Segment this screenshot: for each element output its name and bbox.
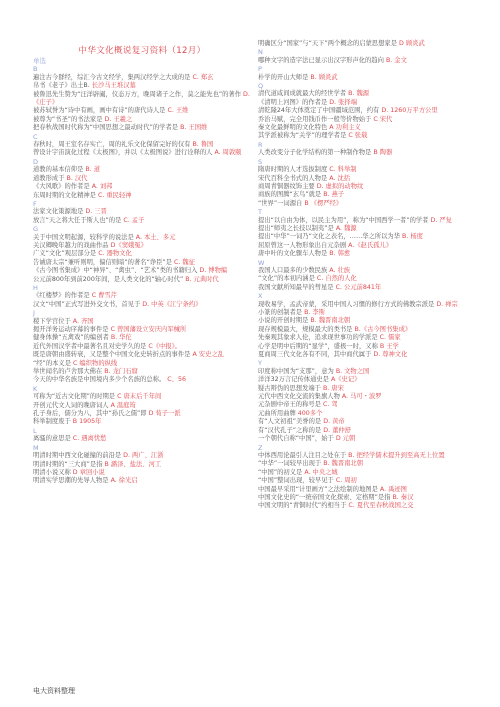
- answer-text: B. 鲁国: [192, 141, 214, 149]
- answer-text: D. 博物编: [199, 267, 228, 275]
- answer-text: D. 禅宗: [436, 300, 458, 308]
- question-text: 疑古辩伪的思想发端于: [258, 384, 321, 392]
- answer-text: C. 郑玄: [192, 73, 214, 81]
- answer-text: B. 李斯: [304, 309, 326, 316]
- answer-text: B. 汉代: [66, 174, 88, 182]
- question-line: [33, 149, 251, 157]
- question-line: [258, 166, 476, 174]
- answer-text: D 顾炎武: [399, 40, 425, 47]
- question-text: 元代中西文化交流的集旗人物: [258, 393, 340, 401]
- question-line: [33, 360, 251, 368]
- question-text: 法家文化策源地是: [33, 208, 84, 216]
- question-text: 我国人口最多的少数民族: [258, 266, 328, 274]
- answer-text: B. 把经学儒术提升到至高无上位置: [348, 451, 445, 459]
- question-text: 稷下学宫位于: [33, 317, 71, 325]
- question-text: 揭开洋务运动序幕的事件是: [33, 326, 109, 333]
- question-line: [33, 376, 251, 384]
- question-line: [33, 82, 251, 90]
- answer-text: B. 华佗: [110, 334, 132, 342]
- question-text: 公元前800年到前200年间，是人类文化的“轴心时代”: [33, 275, 184, 283]
- answer-text: C 宋代: [373, 115, 393, 123]
- question-text: 乔治马赋，完全用钱币作一般等价物始于: [258, 115, 372, 123]
- answer-text: C. 科举制: [329, 166, 357, 174]
- question-line: [258, 191, 476, 199]
- question-text: 小篆的创制者是: [258, 309, 303, 316]
- question-line: [258, 74, 476, 82]
- question-text: 人类改变分子化学结构的第一种制作物是: [258, 149, 372, 157]
- question-line: [33, 250, 251, 258]
- answer-text: 长沙马王堆汉墓: [91, 82, 136, 90]
- answer-text: B. 龙门石窟: [104, 368, 138, 376]
- question-text: 开创元代文人词的晚唐词人: [33, 401, 109, 409]
- answer-text: B 王学: [379, 342, 399, 350]
- question-line: [258, 99, 476, 107]
- question-text: “中华”一词较早出现于: [258, 460, 322, 468]
- question-line: [258, 502, 476, 510]
- answer-text: B. 杨度: [402, 233, 423, 241]
- answer-text: C. 重民轻神: [97, 191, 132, 199]
- page-title: 中华文化概说复习资料（12月）: [78, 46, 206, 56]
- question-line: [258, 250, 476, 258]
- answer-text: B. 燕子: [323, 191, 345, 199]
- alpha-index-letter: C: [33, 132, 38, 141]
- alpha-index-letter: Z: [258, 443, 263, 452]
- question-line: [258, 486, 476, 494]
- answer-text: B. 魏晋南北朝: [310, 317, 351, 325]
- question-text: 既是唐朝由盛转衰，又是整个中国文化史转折点的事件是: [33, 351, 191, 359]
- question-text: 健身体操“五禽戏”的编创者: [33, 334, 109, 342]
- alpha-index-letter: L: [33, 426, 37, 435]
- question-line: [258, 385, 476, 393]
- question-text: 中体西用论最引人注目之处在于: [258, 451, 347, 459]
- alpha-index-letter: Y: [258, 359, 262, 368]
- answer-text: 400多个: [297, 409, 323, 417]
- question-text: 明清时期中西文化碰撞的前沿是: [33, 452, 122, 460]
- answer-text: D. 中英《江宁条约》: [142, 300, 202, 308]
- question-line: [258, 90, 476, 98]
- answer-text: B. 王国维: [180, 124, 208, 132]
- question-line: [258, 149, 476, 157]
- question-text: 现收易学，孟武帝蒙，采用中国人习惯的修行方式的佛教宗派是: [258, 300, 435, 308]
- question-text: 明清小说又称: [33, 468, 71, 476]
- question-text: 曾设计宇宙演化过程《太极图》，并以《太极图说》进行诠释的人: [33, 149, 213, 157]
- answer-text: D. 王羲之: [104, 115, 133, 123]
- answer-text: C. 遇离忧愁: [72, 435, 107, 443]
- answer-text: B. 元典时代: [185, 275, 219, 283]
- question-line: [33, 477, 251, 485]
- question-text: 提出“师夷之长技以制夷”是: [258, 224, 334, 232]
- answer-text: B. 顾炎武: [310, 73, 338, 81]
- question-text: “经”的本义是: [33, 359, 72, 367]
- answer-text: C《中报》。: [148, 342, 182, 350]
- question-line: [258, 233, 476, 241]
- question-text: 被尊为“书圣”的书法家是: [33, 115, 103, 123]
- answer-text: B. 魏晋南北朝: [323, 460, 364, 468]
- answer-text: A《史记》: [331, 376, 361, 384]
- question-text: 隋唐时期的人才选拔制度: [258, 166, 328, 174]
- question-line: [33, 267, 251, 275]
- alpha-index-letter: H: [33, 283, 38, 292]
- answer-text: D.《庄子》: [33, 90, 250, 107]
- question-text: 广义“文化”观层部分是: [33, 250, 97, 258]
- question-text: “文化”的本初内涵是: [258, 275, 315, 283]
- question-text: 汉文“中国”正式写进外交文书，首见于: [33, 300, 141, 308]
- question-text: 中国最早采用“计里画方”之法绘制的地图是: [258, 485, 378, 493]
- answer-text: A. 禹迹图: [379, 485, 407, 493]
- question-text: 道教的基本信仰是: [33, 166, 84, 174]
- question-line: [33, 74, 251, 82]
- question-text: 明确区分“国家”与“天下”两个概念的启蒙思想家是: [258, 40, 397, 47]
- question-text: 中国文明的“青铜时代”约相当于: [258, 502, 347, 510]
- question-text: 唐中叶的文化骤车人物是: [258, 250, 328, 258]
- question-line: [258, 217, 476, 225]
- question-text: 中国文化史的“一统帝国文化探索、定格期”是指: [258, 493, 391, 501]
- question-text: 帛书《老子》出土B.: [33, 82, 90, 90]
- question-line: [258, 401, 476, 409]
- question-line: [33, 183, 251, 191]
- alpha-index-letter: M: [33, 443, 39, 452]
- alpha-index-letter: Q: [258, 82, 264, 91]
- question-line: [33, 318, 251, 326]
- answer-text: B 陶器: [373, 149, 393, 157]
- question-text: 商族的图腾“玄鸟”就是: [258, 191, 322, 199]
- answer-text: B.《古今图书集成》: [354, 325, 412, 333]
- question-line: [33, 192, 251, 200]
- answer-text: B. 金文: [385, 56, 407, 64]
- question-line: [33, 418, 251, 426]
- question-text: 被苏轼誉为“诗中有画，画中有诗”的唐代诗人是: [33, 107, 166, 115]
- answer-text: B. 文物之国: [335, 367, 370, 375]
- answer-text: D. 张择端: [329, 98, 358, 106]
- answer-text: C 曹雪芹: [91, 292, 117, 300]
- answer-text: C 曾国藩设立安庆内军械所: [110, 326, 187, 333]
- alpha-index-letter: K: [33, 384, 38, 393]
- question-text: 孔子身后，儒分为八，其中“孙氏之儒”即: [33, 410, 147, 418]
- answer-text: D《窦娥冤》: [110, 241, 147, 249]
- question-text: 近代外国汉学者中最著名且对史学久的是: [33, 342, 147, 350]
- question-text: 有“人文初祖”美誉的是: [258, 418, 322, 426]
- answer-text: C. 驾: [322, 401, 338, 409]
- question-line: [33, 301, 251, 309]
- alpha-index-letter: P: [258, 65, 262, 74]
- answer-text: B 《楞严经》: [304, 199, 343, 207]
- question-text: 《清明上河图》的作者是: [258, 98, 328, 106]
- answer-text: A. 沈括: [329, 174, 351, 182]
- question-line: [33, 393, 251, 401]
- question-text: 明清实学思潮的先导人物是: [33, 477, 109, 485]
- answer-text: D. 1260万平方公里: [381, 107, 438, 115]
- question-line: [258, 368, 476, 376]
- question-line: [33, 175, 251, 183]
- answer-text: C 唐末后千年间: [117, 393, 162, 401]
- answer-text: C. 自然的人化: [316, 275, 357, 283]
- question-line: [33, 402, 251, 410]
- question-text: 现存规模最大，规模最大的类书是: [258, 325, 353, 333]
- question-text: 东周时期的文化精神是: [33, 191, 96, 199]
- question-text: 举世闻名的卢舍那大佛在: [33, 368, 103, 376]
- question-text: 宋代百科全书式的人物是: [258, 174, 328, 182]
- question-line: [33, 334, 251, 342]
- answer-text: B 1905年: [72, 418, 102, 426]
- question-text: 提出“以自由为体，以民主为用”，称为“中国西学一者”的学者: [258, 216, 429, 224]
- question-line: [258, 376, 476, 384]
- answer-text: A. 刘邦: [91, 183, 113, 191]
- answer-text: C. 公元前841年: [335, 283, 382, 291]
- question-text: 我国文献所知最早的彗星是: [258, 283, 334, 291]
- question-text: 明清时期的“三大商”是指: [33, 460, 103, 468]
- answer-text: A. 魏源: [335, 224, 357, 232]
- answer-text: B. 唐宋: [322, 384, 344, 392]
- question-line: [258, 107, 476, 115]
- question-text: 印度称中国为“支那”，意为: [258, 367, 334, 375]
- alpha-index-letter: G: [33, 225, 39, 234]
- question-line: [258, 301, 476, 309]
- answer-text: C. 魏征: [174, 258, 196, 266]
- question-line: [33, 435, 251, 443]
- question-line: [33, 166, 251, 174]
- answer-text: A. 徐光启: [110, 477, 138, 485]
- alpha-index-letter: D: [33, 157, 39, 166]
- left-column: [33, 57, 251, 486]
- alpha-index-letter: J: [33, 309, 35, 318]
- answer-text: A.《赵氏孤儿》: [348, 241, 393, 249]
- question-line: [258, 317, 476, 325]
- answer-text: A. 齐国: [72, 317, 94, 325]
- answer-text: B. 道: [85, 166, 101, 174]
- question-line: [258, 132, 476, 140]
- question-line: [258, 477, 476, 485]
- question-line: [258, 116, 476, 124]
- question-line: [33, 452, 251, 460]
- question-text: 清代道咸间成就最大的经世学者: [258, 90, 347, 98]
- answer-text: A 安史之乱: [192, 351, 224, 359]
- question-line: [33, 208, 251, 216]
- answer-text: D. 董仲舒: [323, 426, 351, 434]
- answer-text: D. 尊神文化: [373, 351, 408, 359]
- question-line: [33, 116, 251, 124]
- answer-text: D. 三晋: [85, 208, 107, 216]
- answer-text: C. 王维: [167, 107, 189, 115]
- alpha-index-letter: T: [258, 208, 262, 217]
- question-line: [258, 334, 476, 342]
- question-line: [258, 435, 476, 443]
- question-text: 关于中国文明起源，较科学的说法是: [33, 233, 134, 241]
- question-text: 秦文化最鲜明的文化特色: [258, 124, 328, 132]
- question-line: [258, 275, 476, 283]
- answer-text: B. 秦汉: [392, 493, 414, 501]
- answer-text: A. 壮族: [329, 266, 351, 274]
- question-text: 关汉卿晚年越力的戏曲作品: [33, 241, 109, 249]
- question-text: 哪种文字的造字法已显示出汉字形声化的趋向: [258, 56, 384, 64]
- answer-text: A. 本土、多元: [135, 233, 176, 241]
- question-text: 遍注古今群经，综汇今古文经学，集两汉经学之大成的是: [33, 73, 191, 81]
- question-line: [258, 242, 476, 250]
- answer-text: C. 周初: [335, 477, 357, 485]
- question-text: 元杂剧中帝王的称号是: [258, 401, 321, 409]
- question-text: 放言“天之将大任于斯人也”的是: [33, 216, 122, 224]
- answer-text: C. 器物文化: [98, 250, 132, 258]
- question-line: [258, 57, 476, 65]
- question-text: “中国”的初义是: [258, 468, 303, 476]
- question-text: 春秋时，周王室名存实亡，周的礼乐文化保留完好的仅有: [33, 141, 191, 149]
- question-line: [33, 343, 251, 351]
- question-line: [33, 91, 251, 108]
- question-text: 洋洋32万言记传体通史是: [258, 376, 329, 384]
- question-line: [258, 284, 476, 292]
- question-line: [258, 418, 476, 426]
- right-column: [258, 40, 476, 511]
- answer-text: A. 马可・波罗: [341, 393, 382, 401]
- question-text: 小说的开创时期是: [258, 317, 309, 325]
- answer-text: D 元朝: [335, 435, 356, 443]
- question-text: 把春秋战国时代称为“中国思想之最动时代”的学者是: [33, 124, 179, 132]
- question-line: [258, 343, 476, 351]
- question-line: [258, 326, 476, 334]
- answer-text: A 功利主义: [329, 124, 361, 132]
- answer-text: D 荀子一派: [148, 410, 181, 418]
- alpha-index-letter: N: [258, 48, 263, 57]
- question-line: [258, 460, 476, 468]
- answer-text: D. 严复: [430, 216, 452, 224]
- question-text: “世界”一词源自: [258, 199, 303, 207]
- alpha-index-letter: X: [258, 292, 263, 301]
- question-text: 今天的中华名族是中国境内多少个名族的总称。: [33, 376, 166, 384]
- question-line: [33, 217, 251, 225]
- question-text: 《红楼梦》的作者是: [33, 292, 90, 300]
- question-line: [33, 276, 251, 284]
- question-text: 被鲁迅先生赞为“汪洋辟阖，仪态万方，晚周诸子之作，莫之能先也”的著作: [33, 90, 242, 98]
- question-text: 元曲所用曲牌: [258, 409, 296, 417]
- question-text: 提出“中华”一词乃“文化之表名，……华之所以为华: [258, 233, 401, 241]
- question-line: [258, 351, 476, 359]
- question-line: [258, 40, 476, 48]
- question-text: 《大风歌》的作者是: [33, 183, 90, 191]
- answer-text: D. 两广、江浙: [123, 452, 164, 460]
- answer-text: C. 儒家: [379, 334, 401, 342]
- question-text: 朴学的开山大师是: [258, 73, 309, 81]
- section-label: 单选: [33, 57, 46, 65]
- question-line: [33, 124, 251, 132]
- question-text: 离骚的意思是: [33, 435, 71, 443]
- question-text: 《古今图书集成》中“神异”、“禽虫”、“艺术”类的书籍归入: [33, 267, 198, 275]
- question-line: [33, 351, 251, 359]
- question-line: [258, 427, 476, 435]
- question-line: [33, 234, 251, 242]
- answer-text: A. 周敦颐: [214, 149, 242, 157]
- answer-text: C. 夏代至春秋战国之交: [348, 502, 414, 510]
- question-text: 其学派被称为“关学”的理学者是: [258, 132, 347, 140]
- answer-text: D. 黄帝: [323, 418, 345, 426]
- answer-text: B. 魏源: [348, 90, 370, 98]
- answer-text: C 张载: [348, 132, 368, 140]
- answer-text: C、56: [167, 376, 186, 384]
- alpha-index-letter: S: [258, 157, 263, 166]
- question-line: [258, 200, 476, 208]
- answer-text: C 编织物的纵线: [73, 359, 118, 367]
- question-text: 告诫唐太宗“兼听则明，偏信则暗”的著名“诤臣”是: [33, 258, 172, 266]
- answer-text: B. 韩愈: [329, 250, 351, 258]
- question-text: 一个朝代自称“中国”，始于: [258, 435, 334, 443]
- alpha-index-letter: F: [33, 199, 37, 208]
- alpha-index-letter: B: [33, 65, 38, 74]
- question-text: 有“汉代孔子”之称的是: [258, 426, 322, 434]
- answer-text: C. 孟子: [123, 216, 145, 224]
- answer-text: A. 中央之城: [304, 468, 338, 476]
- footer-text: 电大资料整理: [33, 687, 75, 695]
- question-text: 可称为“近古文化期”的时期是: [33, 393, 116, 401]
- question-text: 夏商周三代文化各有不同，其中商代属于: [258, 351, 372, 359]
- answer-text: D 章回小说: [72, 468, 105, 476]
- question-line: [258, 469, 476, 477]
- answer-text: A 温庭筠: [110, 401, 136, 409]
- question-text: 屈原曾这一人物形象出自元杂剧: [258, 241, 347, 249]
- question-text: 道教形成于: [33, 174, 65, 182]
- question-line: [258, 175, 476, 183]
- alpha-index-letter: W: [258, 258, 265, 267]
- alpha-index-letter: R: [258, 140, 263, 149]
- answer-text: D. 虚拟的动物纹: [316, 182, 364, 190]
- question-text: “中国”整词出现，较早见于: [258, 477, 334, 485]
- question-line: [33, 461, 251, 469]
- question-line: [33, 107, 251, 115]
- question-text: 清乾隆24年大体奠定了中国疆域范围，约有: [258, 107, 380, 115]
- question-line: [33, 259, 251, 267]
- question-text: 科举制度废于: [33, 418, 71, 426]
- question-text: 商周青铜器纹饰主要: [258, 182, 315, 190]
- question-line: [33, 292, 251, 300]
- answer-text: B 潞泽、盐法、河工: [104, 460, 162, 468]
- question-text: 先秦观其象求人伦，追求现世事功的学派是: [258, 334, 378, 342]
- question-text: 心学是明中后期的“显学”，盛极一时，又称: [258, 342, 378, 350]
